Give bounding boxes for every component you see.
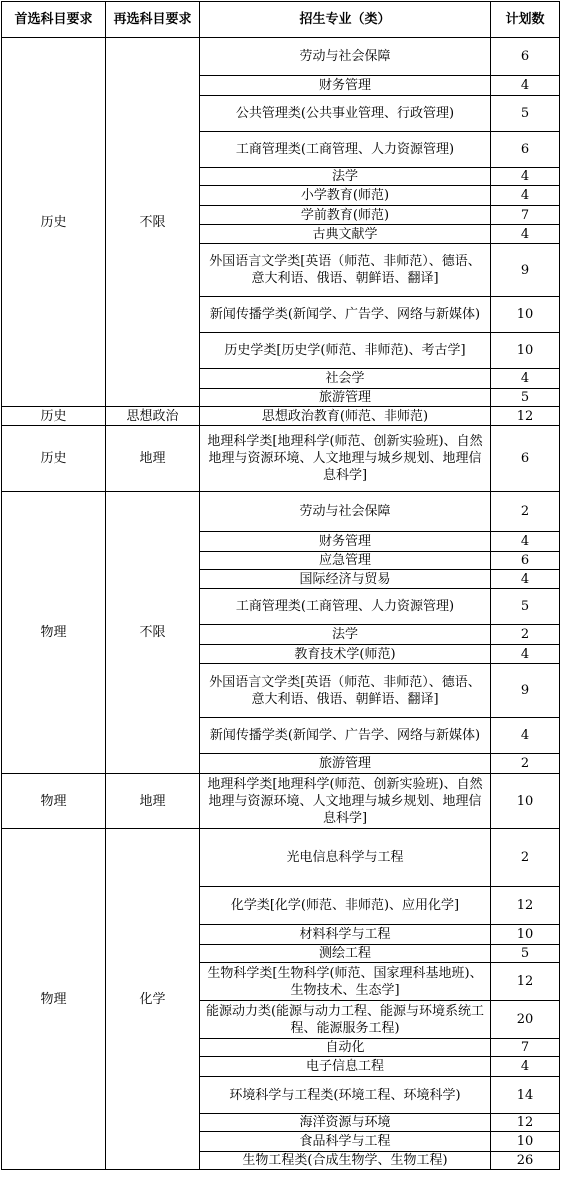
plan-count-cell: 5 xyxy=(491,589,560,625)
major-cell: 海洋资源与环境 xyxy=(200,1114,491,1132)
first-subject-cell: 历史 xyxy=(2,38,106,407)
plan-count-cell: 9 xyxy=(491,244,560,297)
table-row xyxy=(2,38,560,76)
plan-count-cell: 12 xyxy=(491,887,560,925)
second-subject-cell: 化学 xyxy=(106,829,200,1170)
major-cell: 法学 xyxy=(200,168,491,186)
major-cell: 电子信息工程 xyxy=(200,1057,491,1077)
second-subject-cell: 地理 xyxy=(106,774,200,829)
major-cell: 劳动与社会保障 xyxy=(200,492,491,532)
major-cell: 地理科学类[地理科学(师范、创新实验班)、自然地理与资源环境、人文地理与城乡规划、地理信息科学] xyxy=(200,426,491,492)
plan-count-cell: 6 xyxy=(491,132,560,168)
plan-count-cell: 10 xyxy=(491,774,560,829)
major-cell: 教育技术学(师范) xyxy=(200,645,491,664)
first-subject-cell: 物理 xyxy=(2,492,106,774)
table-body xyxy=(2,38,560,1170)
major-cell: 劳动与社会保障 xyxy=(200,38,491,76)
table-row xyxy=(2,774,560,829)
major-cell: 小学教育(师范) xyxy=(200,186,491,206)
major-cell: 外国语言文学类[英语（师范、非师范）、德语、意大利语、俄语、朝鲜语、翻译] xyxy=(200,244,491,297)
first-subject-cell: 历史 xyxy=(2,426,106,492)
plan-count-cell: 4 xyxy=(491,570,560,589)
major-cell: 历史学类[历史学(师范、非师范)、考古学] xyxy=(200,333,491,369)
major-cell: 测绘工程 xyxy=(200,945,491,963)
major-cell: 新闻传播学类(新闻学、广告学、网络与新媒体) xyxy=(200,718,491,754)
plan-count-cell: 10 xyxy=(491,1132,560,1152)
plan-count-cell: 10 xyxy=(491,297,560,333)
admission-plan-table xyxy=(1,1,560,1170)
table-row xyxy=(2,407,560,426)
major-cell: 学前教育(师范) xyxy=(200,206,491,225)
major-cell: 思想政治教育(师范、非师范) xyxy=(200,407,491,426)
table-row xyxy=(2,492,560,532)
header-first-subject: 首选科目要求 xyxy=(2,2,106,38)
plan-count-cell: 7 xyxy=(491,1039,560,1057)
major-cell: 光电信息科学与工程 xyxy=(200,829,491,887)
major-cell: 工商管理类(工商管理、人力资源管理) xyxy=(200,589,491,625)
plan-count-cell: 2 xyxy=(491,754,560,774)
header-major: 招生专业（类） xyxy=(200,2,491,38)
plan-count-cell: 5 xyxy=(491,389,560,407)
plan-count-cell: 4 xyxy=(491,76,560,96)
plan-count-cell: 5 xyxy=(491,96,560,132)
plan-count-cell: 4 xyxy=(491,225,560,244)
plan-count-cell: 4 xyxy=(491,1057,560,1077)
major-cell: 自动化 xyxy=(200,1039,491,1057)
plan-count-cell: 7 xyxy=(491,206,560,225)
major-cell: 化学类[化学(师范、非师范)、应用化学] xyxy=(200,887,491,925)
plan-count-cell: 9 xyxy=(491,664,560,718)
major-cell: 应急管理 xyxy=(200,552,491,570)
plan-count-cell: 6 xyxy=(491,38,560,76)
first-subject-cell: 物理 xyxy=(2,774,106,829)
second-subject-cell: 地理 xyxy=(106,426,200,492)
plan-count-cell: 12 xyxy=(491,407,560,426)
major-cell: 旅游管理 xyxy=(200,754,491,774)
header-second-subject: 再选科目要求 xyxy=(106,2,200,38)
first-subject-cell: 物理 xyxy=(2,829,106,1170)
plan-count-cell: 10 xyxy=(491,333,560,369)
major-cell: 财务管理 xyxy=(200,76,491,96)
plan-count-cell: 2 xyxy=(491,625,560,645)
second-subject-cell: 思想政治 xyxy=(106,407,200,426)
plan-count-cell: 26 xyxy=(491,1152,560,1170)
plan-count-cell: 4 xyxy=(491,645,560,664)
plan-count-cell: 4 xyxy=(491,532,560,552)
major-cell: 社会学 xyxy=(200,369,491,389)
plan-count-cell: 4 xyxy=(491,718,560,754)
plan-count-cell: 5 xyxy=(491,945,560,963)
major-cell: 环境科学与工程类(环境工程、环境科学) xyxy=(200,1077,491,1114)
table-header-row xyxy=(2,2,560,38)
major-cell: 生物工程类(合成生物学、生物工程) xyxy=(200,1152,491,1170)
major-cell: 材料科学与工程 xyxy=(200,925,491,945)
plan-count-cell: 4 xyxy=(491,186,560,206)
major-cell: 工商管理类(工商管理、人力资源管理) xyxy=(200,132,491,168)
plan-count-cell: 12 xyxy=(491,1114,560,1132)
major-cell: 旅游管理 xyxy=(200,389,491,407)
first-subject-cell: 历史 xyxy=(2,407,106,426)
table-row xyxy=(2,426,560,492)
header-plan-count: 计划数 xyxy=(491,2,560,38)
plan-count-cell: 4 xyxy=(491,369,560,389)
plan-count-cell: 14 xyxy=(491,1077,560,1114)
plan-count-cell: 4 xyxy=(491,168,560,186)
plan-count-cell: 2 xyxy=(491,829,560,887)
major-cell: 能源动力类(能源与动力工程、能源与环境系统工程、能源服务工程) xyxy=(200,1001,491,1039)
plan-count-cell: 10 xyxy=(491,925,560,945)
major-cell: 国际经济与贸易 xyxy=(200,570,491,589)
major-cell: 外国语言文学类[英语（师范、非师范）、德语、意大利语、俄语、朝鲜语、翻译] xyxy=(200,664,491,718)
plan-count-cell: 20 xyxy=(491,1001,560,1039)
major-cell: 食品科学与工程 xyxy=(200,1132,491,1152)
table-row xyxy=(2,829,560,887)
major-cell: 生物科学类[生物科学(师范、国家理科基地班)、生物技术、生态学] xyxy=(200,963,491,1001)
major-cell: 古典文献学 xyxy=(200,225,491,244)
major-cell: 财务管理 xyxy=(200,532,491,552)
plan-count-cell: 6 xyxy=(491,426,560,492)
plan-count-cell: 6 xyxy=(491,552,560,570)
major-cell: 新闻传播学类(新闻学、广告学、网络与新媒体) xyxy=(200,297,491,333)
plan-count-cell: 12 xyxy=(491,963,560,1001)
major-cell: 法学 xyxy=(200,625,491,645)
major-cell: 地理科学类[地理科学(师范、创新实验班)、自然地理与资源环境、人文地理与城乡规划、地理信息科学] xyxy=(200,774,491,829)
plan-count-cell: 2 xyxy=(491,492,560,532)
second-subject-cell: 不限 xyxy=(106,38,200,407)
major-cell: 公共管理类(公共事业管理、行政管理) xyxy=(200,96,491,132)
second-subject-cell: 不限 xyxy=(106,492,200,774)
